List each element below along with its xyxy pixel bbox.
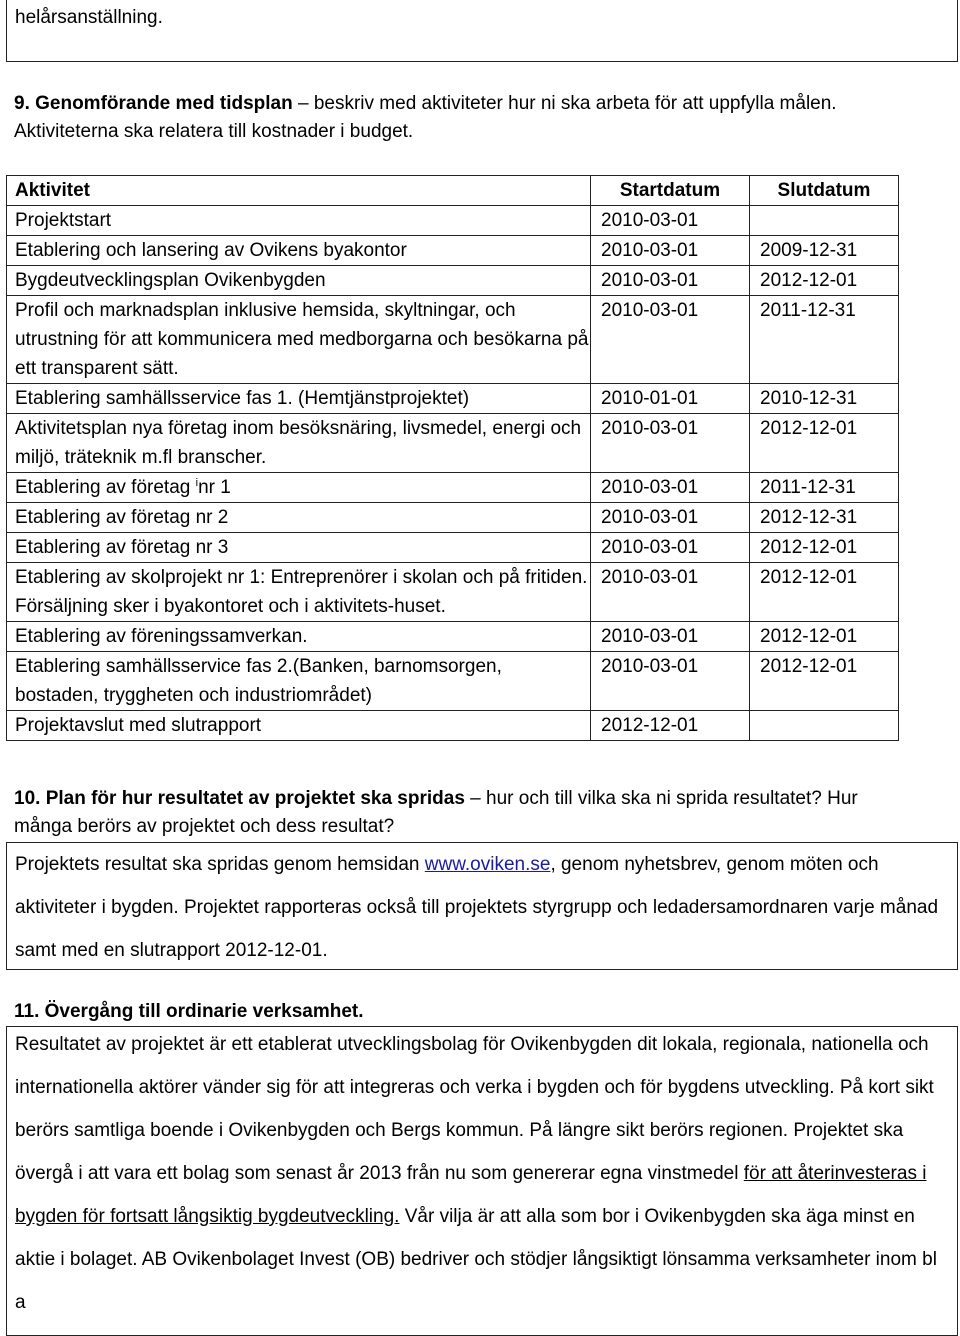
top-box-text: helårsanställning. <box>15 7 163 28</box>
timeplan-table <box>6 175 899 741</box>
start-cell: 2012-12-01 <box>591 711 750 741</box>
section-11-title: 11. Övergång till ordinarie verksamhet. <box>14 1001 364 1022</box>
answer-text: Projektets resultat ska spridas genom hemsidan <box>15 854 425 875</box>
section-9-description: – beskriv med aktiviteter hur ni ska arbeta för att uppfylla målen. Aktiviteterna ska relatera till kostnader i budget. <box>14 93 837 142</box>
answer-text: Resultatet av projektet är ett etablerat utvecklingsbolag för Ovikenbygden dit lokala, regionala, nationella och internationella aktörer vänder sig för att integreras och verka i bygden och för bygdens utveckling. På kort sikt berörs samtliga boende i Ovikenbygden och Bergs kommun. På längre sikt berörs regionen. Projektet ska övergå i att vara ett bolag som senast år 2013 från nu som genererar egna vinstmedel <box>15 1034 934 1184</box>
start-cell: 2010-03-01 <box>591 563 750 622</box>
activity-cell: Etablering av företag nr 2 <box>7 503 591 533</box>
end-cell: 2011-12-31 <box>750 296 899 384</box>
text-box-top <box>6 0 958 62</box>
activity-cell: Etablering och lansering av Ovikens byakontor <box>7 236 591 266</box>
end-cell: 2012-12-01 <box>750 622 899 652</box>
section-10-answer-box <box>6 842 958 970</box>
activity-cell: Etablering av företag nr 3 <box>7 533 591 563</box>
activity-text: Etablering av företag <box>15 477 196 498</box>
start-cell: 2010-03-01 <box>591 206 750 236</box>
end-cell: 2012-12-01 <box>750 652 899 711</box>
table-row <box>7 622 899 652</box>
start-cell: 2010-03-01 <box>591 473 750 503</box>
table-row <box>7 236 899 266</box>
section-11-answer-box <box>6 1026 958 1336</box>
end-cell: 2012-12-31 <box>750 503 899 533</box>
start-cell: 2010-03-01 <box>591 296 750 384</box>
start-cell: 2010-01-01 <box>591 384 750 414</box>
table-row <box>7 503 899 533</box>
end-cell: 2012-12-01 <box>750 414 899 473</box>
activity-cell: Profil och marknadsplan inklusive hemsida, skyltningar, och utrustning för att kommunicera med medborgarna och besökarna på ett transparent sätt. <box>7 296 591 384</box>
activity-cell: Projektstart <box>7 206 591 236</box>
table-row <box>7 296 899 384</box>
activity-cell: Etablering samhällsservice fas 2.(Banken, barnomsorgen, bostaden, tryggheten och industriområdet) <box>7 652 591 711</box>
end-cell <box>750 711 899 741</box>
section-10-heading <box>14 785 914 841</box>
end-cell: 2012-12-01 <box>750 533 899 563</box>
start-cell: 2010-03-01 <box>591 622 750 652</box>
section-10-description: – hur och till vilka ska ni sprida resultatet? Hur många berörs av projektet och dess resultat? <box>14 788 858 837</box>
underlined-text: för att återinvesteras i bygden för fortsatt långsiktig bygdeutveckling. <box>15 1163 927 1227</box>
table-row <box>7 563 899 622</box>
endnote-marker[interactable]: i <box>195 477 199 489</box>
start-cell: 2010-03-01 <box>591 266 750 296</box>
activity-cell: Aktivitetsplan nya företag inom besöksnäring, livsmedel, energi och miljö, träteknik m.fl branscher. <box>7 414 591 473</box>
table-row <box>7 414 899 473</box>
table-row <box>7 652 899 711</box>
table-row <box>7 266 899 296</box>
activity-cell <box>7 473 591 503</box>
table-row <box>7 206 899 236</box>
section-9-heading <box>14 90 914 146</box>
table-header-row <box>7 176 899 206</box>
activity-cell: Projektavslut med slutrapport <box>7 711 591 741</box>
table-row <box>7 473 899 503</box>
end-cell <box>750 206 899 236</box>
website-link[interactable]: www.oviken.se <box>424 854 551 875</box>
start-cell: 2010-03-01 <box>591 414 750 473</box>
header-activity: Aktivitet <box>7 176 591 206</box>
section-9-title: 9. Genomförande med tidsplan <box>14 93 293 114</box>
section-11-heading <box>14 998 914 1026</box>
table-row <box>7 711 899 741</box>
answer-text-cont: Vår vilja är att alla som bor i Ovikenbygden ska äga minst en aktie i bolaget. AB Ovikenbolaget Invest (OB) bedriver och stödjer långsiktigt lönsamma verksamheter inom bl a <box>15 1206 937 1313</box>
start-cell: 2010-03-01 <box>591 652 750 711</box>
activity-text-end: nr 1 <box>198 477 231 498</box>
start-cell: 2010-03-01 <box>591 236 750 266</box>
end-cell: 2012-12-01 <box>750 563 899 622</box>
start-cell: 2010-03-01 <box>591 533 750 563</box>
section-10-title: 10. Plan för hur resultatet av projektet ska spridas <box>14 788 465 809</box>
activity-cell: Bygdeutvecklingsplan Ovikenbygden <box>7 266 591 296</box>
section-11-answer <box>15 1023 950 1324</box>
activity-cell: Etablering av föreningssamverkan. <box>7 622 591 652</box>
activity-cell: Etablering samhällsservice fas 1. (Hemtjänstprojektet) <box>7 384 591 414</box>
section-10-answer <box>15 843 950 972</box>
header-end: Slutdatum <box>750 176 899 206</box>
header-start: Startdatum <box>591 176 750 206</box>
end-cell: 2009-12-31 <box>750 236 899 266</box>
end-cell: 2010-12-31 <box>750 384 899 414</box>
answer-text-cont: , genom nyhetsbrev, genom möten och aktiviteter i bygden. Projektet rapporteras också till projektets styrgrupp och ledadersamordnaren varje månad samt med en slutrapport 2012-12-01. <box>15 854 939 961</box>
table-row <box>7 384 899 414</box>
end-cell: 2011-12-31 <box>750 473 899 503</box>
table-row <box>7 533 899 563</box>
start-cell: 2010-03-01 <box>591 503 750 533</box>
end-cell: 2012-12-01 <box>750 266 899 296</box>
activity-cell: Etablering av skolprojekt nr 1: Entreprenörer i skolan och på fritiden. Försäljning sker i byakontoret och i aktivitets-huset. <box>7 563 591 622</box>
